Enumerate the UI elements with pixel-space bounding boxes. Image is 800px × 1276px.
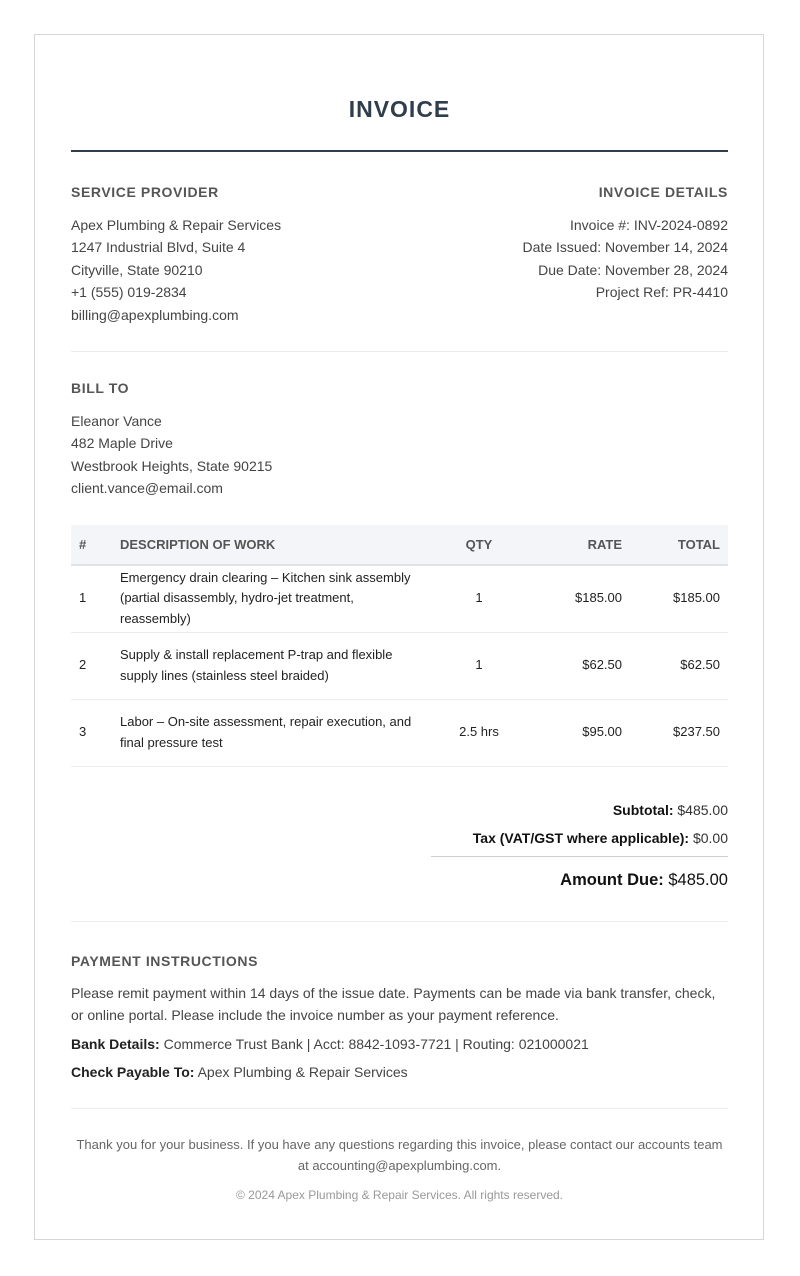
row-number: 1 <box>71 565 112 633</box>
copyright: © 2024 Apex Plumbing & Repair Services. All rights reserved. <box>236 1188 563 1203</box>
service-provider-heading: SERVICE PROVIDER <box>71 184 219 200</box>
tax-line <box>71 828 728 848</box>
section-divider <box>71 351 728 352</box>
provider-address-line1: 1247 Industrial Blvd, Suite 4 <box>71 239 246 256</box>
client-email: client.vance@email.com <box>71 480 223 497</box>
client-address-line1: 482 Maple Drive <box>71 435 173 452</box>
invoice-details-block <box>523 183 728 326</box>
row-description: Labor – On-site assessment, repair execution, and final pressure test <box>112 699 436 766</box>
header-info <box>71 183 728 326</box>
check-payable <box>71 1061 728 1084</box>
subtotal-label: Subtotal: <box>612 801 674 818</box>
row-total: $237.50 <box>630 699 728 766</box>
amount-due-value: $485.00 <box>668 870 728 889</box>
row-number: 2 <box>71 632 112 699</box>
table-header-row <box>71 525 728 565</box>
row-total: $62.50 <box>630 632 728 699</box>
service-provider-block <box>71 183 281 326</box>
date-issued: Date Issued: November 14, 2024 <box>522 239 728 256</box>
row-number: 3 <box>71 699 112 766</box>
row-rate: $185.00 <box>522 565 630 633</box>
bill-to-heading: BILL TO <box>71 380 130 397</box>
totals-divider <box>431 856 728 857</box>
section-divider <box>71 1108 728 1109</box>
header-rate: RATE <box>522 525 630 565</box>
row-qty: 1 <box>436 565 522 633</box>
client-address-line2: Westbrook Heights, State 90215 <box>71 457 273 474</box>
tax-label: Tax (VAT/GST where applicable): <box>472 829 690 846</box>
totals-block <box>71 800 728 891</box>
invoice-content <box>71 35 728 1203</box>
table-row <box>71 632 728 699</box>
row-description: Supply & install replacement P-trap and flexible supply lines (stainless steel braided) <box>112 632 436 699</box>
row-description: Emergency drain clearing – Kitchen sink assembly (partial disassembly, hydro-jet treatment, reassembly) <box>112 565 436 633</box>
row-qty: 2.5 hrs <box>436 699 522 766</box>
row-total: $185.00 <box>630 565 728 633</box>
tax-value: $0.00 <box>692 829 728 846</box>
amount-due-label: Amount Due: <box>560 870 664 889</box>
header-number: # <box>71 525 112 565</box>
provider-email: billing@apexplumbing.com <box>71 306 239 323</box>
row-rate: $62.50 <box>522 632 630 699</box>
payment-instructions-block <box>71 952 728 1084</box>
payment-instructions-heading: PAYMENT INSTRUCTIONS <box>71 952 259 969</box>
amount-due-line <box>71 869 728 891</box>
thank-you-note: Thank you for your business. If you have any questions regarding this invoice, please contact our accounts team at accounting@apexplumbing.com. <box>76 1137 723 1173</box>
table-row <box>71 565 728 633</box>
check-payable-value: Apex Plumbing & Repair Services <box>197 1064 408 1081</box>
invoice-footer <box>71 1135 728 1203</box>
bank-details <box>71 1033 728 1056</box>
header-total: TOTAL <box>630 525 728 565</box>
invoice-number: Invoice #: INV-2024-0892 <box>570 217 728 233</box>
check-payable-label: Check Payable To: <box>71 1064 195 1081</box>
subtotal-line <box>71 800 728 820</box>
title-divider <box>71 150 728 152</box>
invoice-title: INVOICE <box>348 96 451 122</box>
bank-details-label: Bank Details: <box>71 1035 160 1052</box>
payment-instructions-text: Please remit payment within 14 days of the issue date. Payments can be made via bank transfer, check, or online portal. Please include the invoice number as your payment reference. <box>71 984 716 1024</box>
project-ref: Project Ref: PR-4410 <box>595 284 728 301</box>
subtotal-value: $485.00 <box>677 801 728 818</box>
invoice-page <box>34 34 764 1240</box>
section-divider <box>71 921 728 922</box>
line-items-table <box>71 525 728 767</box>
header-description: DESCRIPTION OF WORK <box>112 525 436 565</box>
row-qty: 1 <box>436 632 522 699</box>
provider-phone: +1 (555) 019-2834 <box>71 284 187 301</box>
client-name: Eleanor Vance <box>71 413 162 430</box>
header-qty: QTY <box>436 525 522 565</box>
bank-details-value: Commerce Trust Bank | Acct: 8842-1093-7721 | Routing: 021000021 <box>163 1035 589 1052</box>
invoice-details-heading: INVOICE DETAILS <box>598 184 728 200</box>
table-row <box>71 699 728 766</box>
bill-to-block <box>71 379 728 500</box>
due-date: Due Date: November 28, 2024 <box>538 261 728 278</box>
provider-name: Apex Plumbing & Repair Services <box>71 217 282 233</box>
provider-address-line2: Cityville, State 90210 <box>71 261 203 278</box>
row-rate: $95.00 <box>522 699 630 766</box>
